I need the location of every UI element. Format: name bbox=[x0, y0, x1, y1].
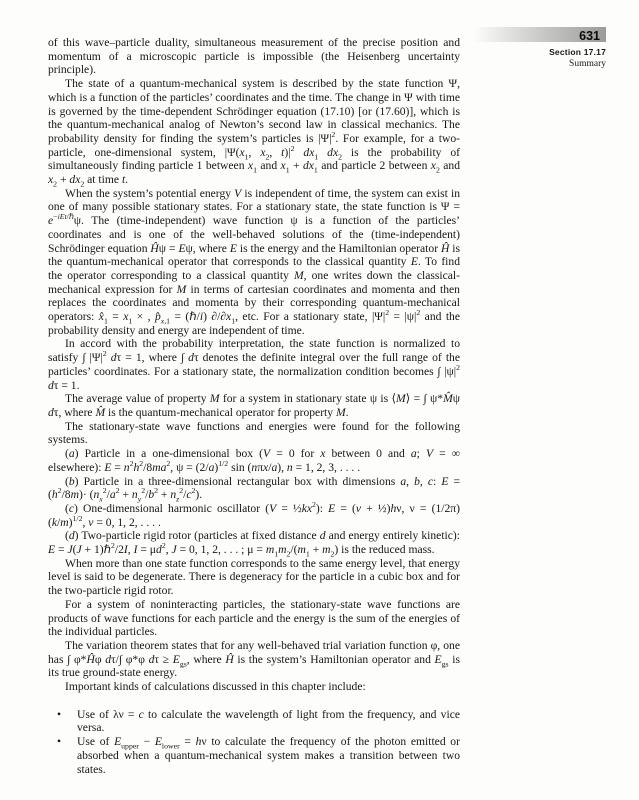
paragraph-8-item-b: (b) Particle in a three-dimensional rectangular box with dimensions a, b, c: $E = (h^2/8m)\cdot (n_x^2/a^2 + n_y^2/b^2 + n_z^2/c^2)$. bbox=[48, 474, 461, 504]
bullet-text: Use of λν = c to calculate the wavelength of light from the frequency, and vice versa. bbox=[77, 707, 460, 735]
bullet-list bbox=[48, 708, 460, 777]
paragraph-7-item-a: (a) Particle in a one-dimensional box (V = 0 for x between 0 and a; V = ∞ elsewhere): $E = n^2h^2/8ma^2$, $\psi = (2/a)^{1/2}$ sin (nπx/a), n = 1, 2, 3, . . . . bbox=[48, 447, 460, 474]
bullet-icon: • bbox=[57, 735, 62, 749]
paragraph-6: The stationary-state wave functions and energies were found for the following systems. bbox=[48, 419, 460, 447]
bullet-item bbox=[48, 735, 460, 776]
paragraph-3: When the system’s potential energy V is independent of time, the system can exist in one of many possible stationary states. For a stationary state, the state function is $\Psi = e^{-iEt/\hbar}\psi$. The (time-independent) wave function ψ is a function of the particles’ coordinates and is one of the well-behaved solutions of the (time-independent) Schrödinger equation Ĥψ = Eψ, where E is the energy and the Hamiltonian operator Ĥ is the quantum-mechanical operator that corresponds to the classical quantity E. To find the operator corresponding to a classical quantity M, one writes down the classical-mechanical expression for M in terms of cartesian coordinates and momenta and then replaces the coordinates and momenta by their corresponding quantum-mechanical operators: $x̂_1 = x_1$ × , $p̂_{x,1}$ = (ℏ/i) $\partial/\partial x_1$, etc. For a stationary state, $|\Psi|^2 = |\psi|^2$ and the probability density and energy are independent of time. bbox=[48, 186, 461, 337]
body-text-column bbox=[48, 36, 460, 776]
paragraph-13: The variation theorem states that for any well-behaved trial variation function φ, one has ∫ φ*Ĥφ dτ/∫ φ*φ $d\tau \ge E_{gs}$, where Ĥ is the system’s Hamiltonian operator and $E_{gs}$ is its true ground-state energy. bbox=[48, 638, 460, 680]
section-title: Summary bbox=[569, 58, 606, 69]
paragraph-4: In accord with the probability interpretation, the state function is normalized to satisfy ∫ $|\Psi|^2$ dτ = 1, where ∫ dτ denotes the definite integral over the full range of the particles’ coordinates. For a stationary state, the normalization condition becomes ∫ $|\psi|^2$ dτ = 1. bbox=[48, 337, 460, 392]
paragraph-12: For a system of noninteracting particles, the stationary-state wave functions are products of wave functions for each particle and the energy is the sum of the energies of the individual particles. bbox=[48, 597, 460, 639]
paragraph-1: of this wave–particle duality, simultaneous measurement of the precise position and momentum of a microscopic particle is impossible (the Heisenberg uncertainty principle). bbox=[48, 36, 460, 77]
paragraph-9-item-c: (c) One-dimensional harmonic oscillator $(V = \frac{1}{2}kx^2)$: E = (v + ½)hν, $\nu = (1/2\pi)(k/m)^{1/2}$, v = 0, 1, 2, . . . . bbox=[48, 500, 460, 529]
paragraph-11: When more than one state function corresponds to the same energy level, that energy level is said to be degenerate. There is degeneracy for the particle in a cubic box and for the two-particle rigid rotor. bbox=[48, 556, 460, 598]
page-number-bar bbox=[473, 27, 606, 42]
paragraph-2: The state of a quantum-mechanical system is described by the state function Ψ, which is a function of the particles’ coordinates and the time. The change in Ψ with time is governed by the time-dependent Schrödinger equation (17.10) [or (17.60)], which is the quantum-mechanical analog of Newton’s second law in classical mechanics. The probability density for finding the system’s particles is $|\Psi|^2$. For example, for a two-particle, one-dimensional system, $|\Psi(x_1$, $x_2$, $t)|^2$ $dx_1$ $dx_2$ is the probability of simultaneously finding particle 1 between $x_1$ and $x_1 + dx_1$ and particle 2 between $x_2$ and $x_2 + dx_2$ at time t. bbox=[48, 77, 461, 189]
paragraph-5: The average value of property M for a system in stationary state ψ is ⟨M⟩ = ∫ ψ*M̂ψ dτ, where M̂ is the quantum-mechanical operator for property M. bbox=[48, 392, 460, 419]
bullet-item bbox=[48, 708, 460, 735]
bullet-icon: • bbox=[57, 707, 62, 721]
paragraph-14: Important kinds of calculations discussed in this chapter include: bbox=[65, 680, 366, 694]
page-number: 631 bbox=[579, 29, 600, 43]
bullet-text: Use of $E_{upper} - E_{lower} = h\nu$ to calculate the frequency of the photon emitted or absorbed when a quantum-mechanical system makes a transition between two states. bbox=[77, 735, 460, 776]
paragraph-10-item-d: (d) Two-particle rigid rotor (particles at fixed distance d and energy entirely kinetic): E = J(J + 1)ℏ$^2$/2I, $I = \mu d^2$, J = 0, 1, 2, . . . ; $\mu = m_1m_2/(m_1 + m_2)$ is the reduced mass. bbox=[48, 529, 460, 559]
section-label: Section 17.17 bbox=[549, 47, 606, 57]
margin-note bbox=[473, 47, 606, 69]
